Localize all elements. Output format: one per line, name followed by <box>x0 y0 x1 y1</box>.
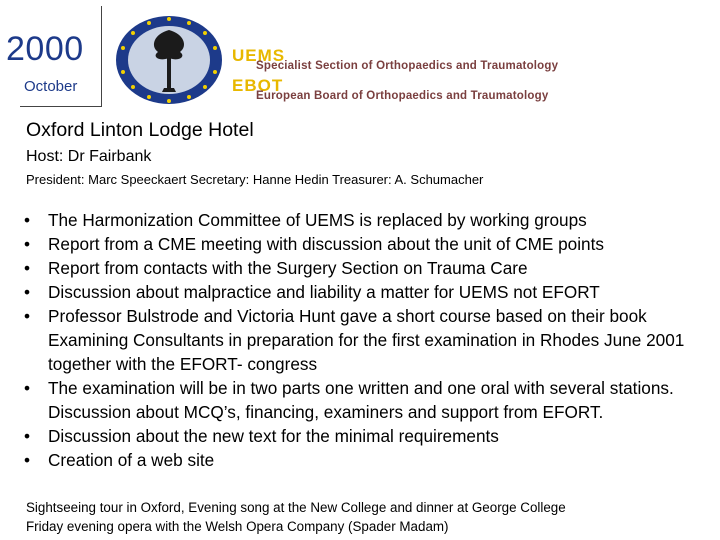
list-item <box>20 304 710 376</box>
uems-full-name: Specialist Section of Orthopaedics and Traumatology <box>256 60 559 72</box>
footer-notes <box>26 498 566 536</box>
bullet-icon: • <box>24 234 31 254</box>
bullet-icon: • <box>24 258 31 278</box>
year-label: 2000 <box>6 30 84 68</box>
emblem-logo <box>114 14 224 106</box>
list-item <box>20 424 710 448</box>
uems-abbr: UEMS <box>232 46 286 65</box>
ebot-abbr: EBOT <box>232 76 284 95</box>
footer-line-sightseeing: Sightseeing tour in Oxford, Evening song at the New College and dinner at George College <box>26 500 566 515</box>
list-item-text: Creation of a web site <box>48 450 215 470</box>
list-item-text: Report from a CME meeting with discussion about the unit of CME points <box>48 234 604 254</box>
list-item-text: The Harmonization Committee of UEMS is replaced by working groups <box>48 210 587 230</box>
list-item <box>20 232 710 256</box>
venue-title: Oxford Linton Lodge Hotel <box>26 119 254 141</box>
divider-vertical <box>101 6 102 106</box>
list-item-text: Report from contacts with the Surgery Section on Trauma Care <box>48 258 528 278</box>
list-item <box>20 280 710 304</box>
list-item-text: Discussion about the new text for the minimal requirements <box>48 426 499 446</box>
footer-line-opera: Friday evening opera with the Welsh Opera Company (Spader Madam) <box>26 519 449 534</box>
list-item <box>20 256 710 280</box>
bullet-icon: • <box>24 282 31 302</box>
bullet-icon: • <box>24 450 31 470</box>
bullet-icon: • <box>24 306 31 326</box>
month-label: October <box>24 78 78 95</box>
bullet-icon: • <box>24 210 31 230</box>
list-item-text: Discussion about malpractice and liability a matter for UEMS not EFORT <box>48 282 600 302</box>
officers-line: President: Marc Speeckaert Secretary: Hanne Hedin Treasurer: A. Schumacher <box>26 172 484 187</box>
bullet-icon: • <box>24 378 31 398</box>
list-item <box>20 376 710 424</box>
list-item-text: Professor Bulstrode and Victoria Hunt gave a short course based on their book Examining Consultants in preparation for the first examination in Rhodes June 2001 together with the EFORT- congress <box>48 306 685 374</box>
list-item-text: The examination will be in two parts one written and one oral with several stations. Discussion about MCQ’s, financing, examiners and support from EFORT. <box>48 378 674 422</box>
divider-horizontal <box>20 106 102 107</box>
bullet-icon: • <box>24 426 31 446</box>
host-line: Host: Dr Fairbank <box>26 148 152 165</box>
ebot-full-name: European Board of Orthopaedics and Traumatology <box>256 90 549 102</box>
list-item <box>20 448 710 472</box>
list-item <box>20 208 710 232</box>
agenda-list <box>20 208 710 472</box>
